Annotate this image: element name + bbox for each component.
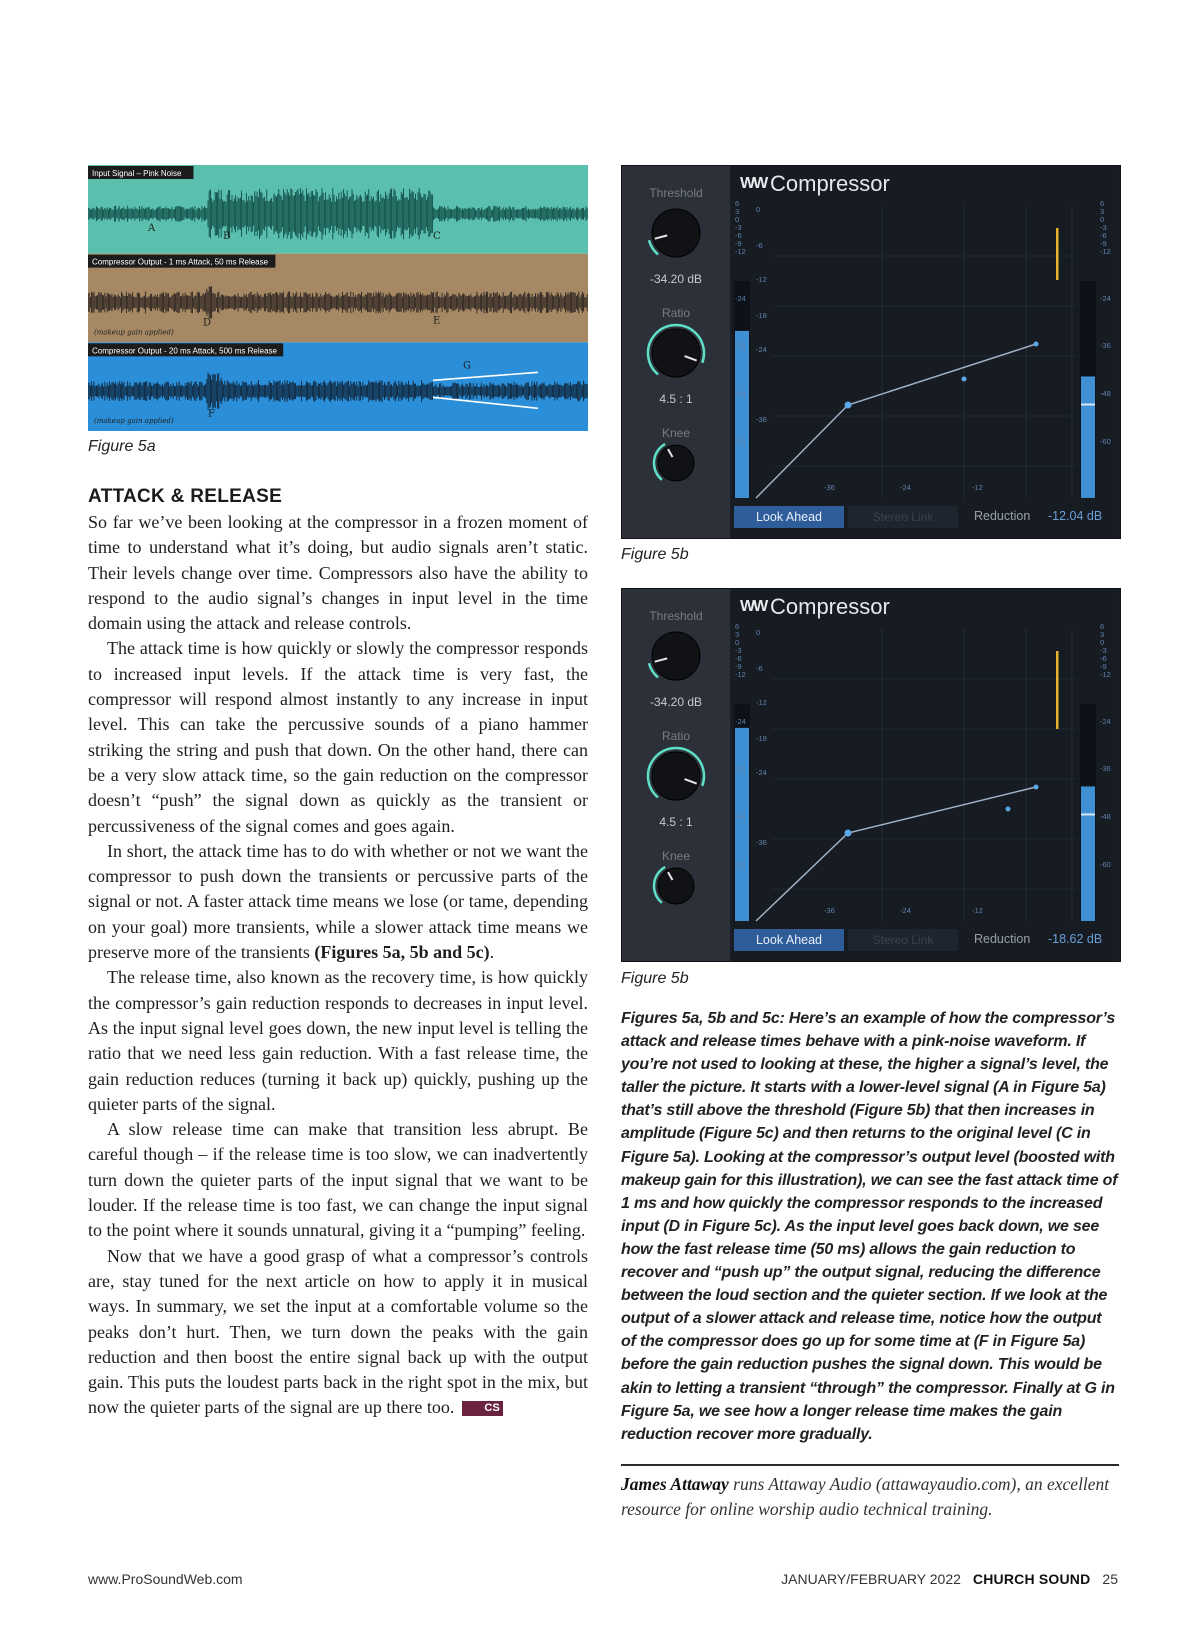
compressor-graph: [732, 589, 1118, 961]
ratio-value: 4.5 : 1: [659, 392, 693, 406]
threshold-label: Threshold: [649, 186, 703, 200]
x-axis-tick: -36: [824, 483, 835, 492]
threshold-axis-tick: -18: [756, 311, 767, 320]
transfer-curve: [756, 344, 1036, 498]
paragraph-6-text: Now that we have a good grasp of what a compressor’s controls are, stay tuned for the next article on how to apply it in musical ways. In summary, we set the input at a comfortable volume so the peaks don’t hurt. Then, we turn down the peaks with the gain reduction and then boost the entire signal back up with the output gain. This puts the loudest parts back in the right spot in the mix, but now the quieter parts of the signal are up there too.: [88, 1245, 588, 1418]
ratio-knob: [646, 323, 706, 383]
threshold-axis-tick: 0: [756, 628, 761, 637]
right-meter-tick: -6: [1100, 654, 1107, 663]
threshold-point: [845, 830, 852, 837]
figures-reference: (Figures 5a, 5b and 5c): [314, 942, 490, 963]
control-sidebar: [622, 589, 730, 961]
cs-end-badge: CS: [462, 1401, 502, 1416]
gain-reduction-meter: [1056, 651, 1059, 729]
waveform-marker-c: C: [433, 231, 441, 242]
waveform-marker-b: B: [223, 231, 231, 242]
left-meter-tick: -12: [735, 247, 746, 256]
threshold-axis-tick: -36: [756, 415, 767, 424]
right-meter-tick: -60: [1100, 860, 1111, 869]
knob-body: [652, 632, 700, 680]
input-meter-fill: [735, 728, 749, 921]
right-meter-tick: -48: [1100, 812, 1111, 821]
look-ahead-button[interactable]: Look Ahead: [734, 929, 844, 951]
x-axis-tick: -24: [900, 906, 911, 915]
knee-label: Knee: [661, 426, 691, 440]
right-meter-tick: -24: [1100, 294, 1111, 303]
waveform-title: Compressor Output - 1 ms Attack, 50 ms Release: [92, 257, 269, 267]
paragraph-1: So far we’ve been looking at the compressor in a frozen moment of time to understand what it’s doing, but audio signals aren’t static. Their levels change over time. Compressors also have the ability to respond to the audio signal’s changes in input level in the time domain using the attack and release controls.: [88, 512, 588, 634]
signal-point: [1006, 807, 1011, 812]
waveform-note: (makeup gain applied): [94, 328, 174, 337]
paragraph-3: [88, 839, 588, 965]
bio-divider: [621, 1464, 1119, 1466]
right-meter-tick: 0: [1100, 638, 1105, 647]
presonus-logo-icon: WW: [740, 175, 767, 192]
right-meter-tick: -6: [1100, 231, 1107, 240]
right-meter-tick: -24: [1100, 717, 1111, 726]
waveform-marker-a: A: [148, 223, 156, 234]
right-meter-tick: 0: [1100, 215, 1105, 224]
figure-5a-caption: Figure 5a: [88, 438, 156, 455]
reduction-value: -12.04 dB: [1048, 509, 1103, 523]
knob-body: [652, 209, 700, 257]
author-bio-text: runs Attaway Audio (attawayaudio.com), an excellent resource for online worship audio technical training.: [621, 1474, 1110, 1519]
right-meter-tick: -9: [1100, 662, 1107, 671]
ratio-label: Ratio: [661, 729, 690, 743]
left-meter-tick: 3: [735, 630, 740, 639]
knob-body: [658, 445, 694, 481]
left-meter-tick: -24: [735, 294, 746, 303]
article-body: [88, 486, 588, 1421]
knee-knob: [652, 862, 700, 910]
right-meter-tick: -48: [1100, 389, 1111, 398]
footer-issue-info: [781, 1571, 1118, 1587]
ratio-label: Ratio: [661, 306, 690, 320]
left-meter-tick: -9: [735, 239, 742, 248]
transfer-curve: [756, 787, 1036, 921]
threshold-axis-tick: -18: [756, 734, 767, 743]
threshold-knob: [646, 626, 706, 686]
section-heading: ATTACK & RELEASE: [88, 486, 283, 507]
presonus-logo-icon: WW: [740, 598, 767, 615]
right-meter-tick: -9: [1100, 239, 1107, 248]
right-meter-tick: 3: [1100, 207, 1105, 216]
knee-label: Knee: [661, 849, 691, 863]
knob-body: [652, 752, 700, 800]
left-meter-tick: 6: [735, 199, 740, 208]
threshold-axis-tick: -24: [756, 345, 767, 354]
waveform-note: (makeup gain applied): [94, 417, 174, 425]
compressor-graph: [732, 166, 1118, 538]
footer-issue: JANUARY/FEBRUARY 2022: [781, 1571, 961, 1587]
compressor-panel-2: [621, 588, 1121, 962]
right-meter-tick: 6: [1100, 622, 1105, 631]
threshold-axis-tick: -36: [756, 838, 767, 847]
x-axis-tick: -36: [824, 906, 835, 915]
left-meter-tick: 6: [735, 622, 740, 631]
left-meter-tick: -48: [735, 389, 746, 398]
control-sidebar: [622, 166, 730, 538]
threshold-axis-tick: -12: [756, 698, 767, 707]
right-meter-tick: -12: [1100, 247, 1111, 256]
look-ahead-button[interactable]: Look Ahead: [734, 506, 844, 528]
gain-reduction-meter: [1056, 228, 1059, 280]
threshold-value: -34.20 dB: [649, 272, 703, 286]
ratio-knob: [646, 746, 706, 806]
left-meter-tick: -6: [735, 654, 742, 663]
threshold-axis-tick: -12: [756, 275, 767, 284]
signal-point: [962, 377, 967, 382]
left-meter-tick: 0: [735, 638, 740, 647]
output-meter-fill: [1081, 376, 1095, 498]
right-meter-tick: -60: [1100, 437, 1111, 446]
waveform-marker-d: D: [203, 317, 212, 329]
right-meter-tick: -12: [1100, 670, 1111, 679]
graph-canvas: [732, 589, 1118, 961]
knee-knob: [652, 439, 700, 487]
graph-canvas: [732, 166, 1118, 538]
paragraph-4: The release time, also known as the recovery time, is how quickly the compressor’s gain reduction responds to decreases in input level. As the input signal level goes down, the new input level is telling the ratio that we need less gain reduction. With a fast release time, the gain reduction reduces (turning it back up) quickly, pushing up the quieter parts of the signal.: [88, 967, 588, 1114]
left-meter-tick: -36: [735, 764, 746, 773]
threshold-axis-tick: -6: [756, 241, 763, 250]
left-meter-tick: -60: [735, 437, 746, 446]
input-meter-fill: [735, 331, 749, 498]
threshold-axis-tick: -6: [756, 664, 763, 673]
paragraph-2: The attack time is how quickly or slowly the compressor responds to increased input levels. If the attack time is very fast, the compressor will respond almost instantly to any increase in input level. This can take the percussive sounds of a piano hammer striking the string and push that down. On the other hand, there can be a very slow attack time, so the gain reduction on the compressor doesn’t “push” the signal down as quickly as the transient or percussiveness of the signal comes and goes again.: [88, 638, 588, 836]
left-meter-tick: -6: [735, 231, 742, 240]
output-meter-fill: [1081, 786, 1095, 921]
right-meter-tick: 3: [1100, 630, 1105, 639]
left-meter-tick: -3: [735, 646, 742, 655]
left-meter-tick: -48: [735, 812, 746, 821]
right-meter-tick: -3: [1100, 223, 1107, 232]
paragraph-6: [88, 1244, 588, 1421]
threshold-axis-tick: -24: [756, 768, 767, 777]
threshold-label: Threshold: [649, 609, 703, 623]
threshold-value: -34.20 dB: [649, 695, 703, 709]
compressor-panel-1: [621, 165, 1121, 539]
right-meter-tick: -36: [1100, 764, 1111, 773]
left-meter-tick: -12: [735, 670, 746, 679]
threshold-knob: [646, 203, 706, 263]
left-meter-tick: -24: [735, 717, 746, 726]
reduction-label: Reduction: [974, 932, 1031, 946]
footer-magazine: CHURCH SOUND: [972, 1571, 1091, 1587]
left-meter-tick: 0: [735, 215, 740, 224]
compressor-title: Compressor: [770, 594, 890, 619]
waveform-marker-f: F: [208, 408, 215, 420]
left-meter-tick: -60: [735, 860, 746, 869]
paragraph-3-end: .: [489, 942, 495, 963]
figure-5a-waveforms: [88, 165, 588, 431]
x-axis-tick: -12: [972, 906, 983, 915]
x-axis-tick: -24: [900, 483, 911, 492]
knob-body: [652, 329, 700, 377]
threshold-axis-tick: 0: [756, 205, 761, 214]
right-meter-tick: -36: [1100, 341, 1111, 350]
paragraph-3-text: In short, the attack time has to do with whether or not we want the compressor to push down the transients or percussive parts of the signal or not. A faster attack time means we lose (or tame, depending on your goal) more transients, while a slower attack time means we preserve more of the transients: [88, 840, 588, 963]
reduction-value: -18.62 dB: [1048, 932, 1103, 946]
waveform-title: Compressor Output - 20 ms Attack, 500 ms Release: [92, 346, 277, 356]
threshold-point: [845, 402, 852, 409]
knob-body: [658, 868, 694, 904]
ratio-value: 4.5 : 1: [659, 815, 693, 829]
paragraph-5: A slow release time can make that transition less abrupt. Be careful though – if the release time is too slow, we can inadvertently turn down the quieter parts of the input signal that we want to be louder. If the release time is too fast, we can change the input signal to the point where it sounds unnatural, giving it a “pumping” feeling.: [88, 1119, 588, 1241]
waveform-marker-e: E: [433, 315, 441, 327]
waveform-title: Input Signal – Pink Noise: [92, 169, 182, 178]
right-meter-tick: -3: [1100, 646, 1107, 655]
left-meter-tick: -3: [735, 223, 742, 232]
left-meter-tick: -36: [735, 341, 746, 350]
curve-end-point: [1034, 342, 1039, 347]
footer-url: www.ProSoundWeb.com: [88, 1571, 243, 1587]
waveform-marker-g: G: [463, 360, 471, 372]
page-number: 25: [1102, 1571, 1118, 1587]
author-bio: [621, 1472, 1119, 1522]
right-meter-tick: 6: [1100, 199, 1105, 208]
compressor-title: Compressor: [770, 171, 890, 196]
figure-5b-caption-1: Figure 5b: [621, 546, 689, 563]
figure-5b-caption-2: Figure 5b: [621, 970, 689, 987]
author-name: James Attaway: [621, 1474, 729, 1494]
reduction-label: Reduction: [974, 509, 1031, 523]
figures-long-caption: Figures 5a, 5b and 5c: Here’s an example of how the compressor’s attack and release times behave with a pink-noise waveform. If you’re not used to looking at these, the higher a signal’s level, the taller the picture. It starts with a lower-level signal (A in Figure 5a) that’s still above the threshold (Figure 5b) that then increases in amplitude (Figure 5c) and then returns to the original level (C in Figure 5a). Looking at the compressor’s output level (boosted with makeup gain for this illustration), we can see the fast attack time of 1 ms and how quickly the compressor responds to the increased input (D in Figure 5c). As the input level goes back down, we see how the fast release time (50 ms) allows the gain reduction to recover and “push up” the output signal, reducing the difference between the loud section and the quieter section. If we look at the output of a slower attack and release time, notice how the output of the compressor does go up for some time at (F in Figure 5a) before the gain reduction pushes the signal down. This would be akin to letting a transient “through” the compressor. Finally at G in Figure 5a, we see how a longer release time makes the gain reduction recover more gradually.: [621, 1010, 1118, 1443]
stereo-link-button[interactable]: Stereo Link: [848, 929, 958, 951]
left-meter-tick: -9: [735, 662, 742, 671]
x-axis-tick: -12: [972, 483, 983, 492]
left-meter-tick: 3: [735, 207, 740, 216]
stereo-link-button[interactable]: Stereo Link: [848, 506, 958, 528]
curve-end-point: [1034, 785, 1039, 790]
